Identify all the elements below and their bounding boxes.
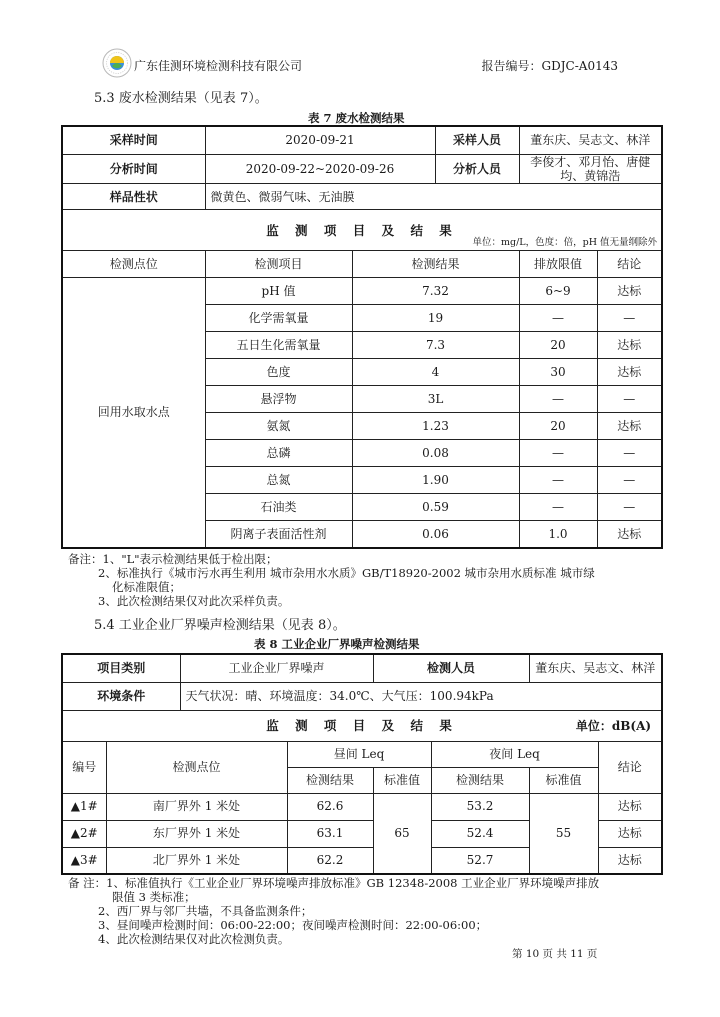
category-label: 项目类别 <box>62 654 180 682</box>
page-number: 第 10 页 共 11 页 <box>512 948 598 960</box>
conclusion-cell: — <box>597 467 662 494</box>
note-line: 备 注：1、标准值执行《工业企业厂界环境噪声排放标准》GB 12348-2008 工业企业厂界环境噪声排放 <box>68 876 600 890</box>
wastewater-table <box>61 125 663 549</box>
item-cell: 氨氮 <box>205 413 352 440</box>
item-cell: 化学需氧量 <box>205 305 352 332</box>
note-line: 3、此次检测结果仅对此次采样负责。 <box>98 594 290 608</box>
item-cell: pH 值 <box>205 278 352 305</box>
item-cell: 总氮 <box>205 467 352 494</box>
noise-unit: 单位：dB(A) <box>575 718 652 733</box>
note-line: 3、昼间噪声检测时间：06:00-22:00；夜间噪声检测时间：22:00-06:00； <box>98 918 488 932</box>
point-no: ▲3# <box>62 847 106 874</box>
analysis-time-value: 2020-09-22~2020-09-26 <box>205 154 435 184</box>
result-cell: 7.32 <box>352 278 519 305</box>
point-name: 南厂界外 1 米处 <box>106 793 287 820</box>
company-logo-icon <box>102 48 132 78</box>
sample-props-value: 微黄色、微弱气味、无油膜 <box>205 184 662 210</box>
col-item-header: 检测项目 <box>205 251 352 278</box>
point-name: 北厂界外 1 米处 <box>106 847 287 874</box>
limit-cell: 20 <box>519 332 597 359</box>
sampler-label: 采样人员 <box>435 126 519 154</box>
note-line: 限值 3 类标准； <box>112 890 196 904</box>
note-line: 4、此次检测结果仅对此次检测负责。 <box>98 932 290 946</box>
table8-caption: 表 8 工业企业厂界噪声检测结果 <box>254 637 420 651</box>
company-name: 广东佳测环境检测科技有限公司 <box>134 59 303 73</box>
env-label: 环境条件 <box>62 682 180 710</box>
limit-cell: — <box>519 467 597 494</box>
col-limit-header: 排放限值 <box>519 251 597 278</box>
noise-table <box>61 653 663 875</box>
sampling-point: 回用水取水点 <box>62 278 205 548</box>
night-result: 52.4 <box>431 820 529 847</box>
result-cell: 7.3 <box>352 332 519 359</box>
night-standard: 55 <box>529 793 598 874</box>
conclusion-cell: 达标 <box>597 413 662 440</box>
conclusion-cell: 达标 <box>597 359 662 386</box>
conclusion-cell: 达标 <box>597 332 662 359</box>
table-row <box>62 793 662 820</box>
col-night-result-header: 检测结果 <box>431 767 529 793</box>
col-point-header: 检测点位 <box>62 251 205 278</box>
note-line: 2、标准执行《城市污水再生利用 城市杂用水水质》GB/T18920-2002 城市杂用水质标准 城市绿 <box>98 566 595 580</box>
limit-cell: 1.0 <box>519 521 597 548</box>
unit-note: 单位：mg/L，色度：倍，pH 值无量纲除外 <box>472 236 658 248</box>
limit-cell: 20 <box>519 413 597 440</box>
col-conclusion-header: 结论 <box>597 251 662 278</box>
day-result: 63.1 <box>287 820 373 847</box>
section-title-wastewater: 5.3 废水检测结果（见表 7）。 <box>94 91 268 106</box>
noise-notes <box>68 876 668 946</box>
conclusion-cell: — <box>597 386 662 413</box>
result-cell: 1.90 <box>352 467 519 494</box>
note-line: 2、西厂界与邻厂共墙，不具备监测条件； <box>98 904 313 918</box>
day-result: 62.6 <box>287 793 373 820</box>
item-cell: 阴离子表面活性剂 <box>205 521 352 548</box>
col-day-result-header: 检测结果 <box>287 767 373 793</box>
col-conclusion-header: 结论 <box>598 741 662 793</box>
sample-time-label: 采样时间 <box>62 126 205 154</box>
result-cell: 0.06 <box>352 521 519 548</box>
item-cell: 悬浮物 <box>205 386 352 413</box>
report-number: 报告编号：GDJC-A0143 <box>481 59 618 73</box>
conclusion: 达标 <box>598 820 662 847</box>
day-standard: 65 <box>373 793 431 874</box>
result-cell: 4 <box>352 359 519 386</box>
point-no: ▲1# <box>62 793 106 820</box>
wastewater-notes <box>68 552 668 608</box>
noise-results-title-row <box>62 710 662 741</box>
limit-cell: — <box>519 440 597 467</box>
conclusion: 达标 <box>598 847 662 874</box>
limit-cell: 30 <box>519 359 597 386</box>
night-result: 53.2 <box>431 793 529 820</box>
inspector-value: 董东庆、吴志文、林洋 <box>529 654 662 682</box>
item-cell: 色度 <box>205 359 352 386</box>
table7-caption: 表 7 废水检测结果 <box>308 111 405 125</box>
conclusion-cell: 达标 <box>597 278 662 305</box>
analyst-value: 李俊才、邓月怡、唐健均、黄锦浩 <box>519 154 662 184</box>
env-value: 天气状况：晴、环境温度：34.0℃、大气压：100.94kPa <box>180 682 662 710</box>
conclusion: 达标 <box>598 793 662 820</box>
note-line: 备注：1、"L"表示检测结果低于检出限； <box>68 552 278 566</box>
limit-cell: — <box>519 305 597 332</box>
section-title-noise: 5.4 工业企业厂界噪声检测结果（见表 8）。 <box>94 618 346 633</box>
day-result: 62.2 <box>287 847 373 874</box>
analysis-time-label: 分析时间 <box>62 154 205 184</box>
note-line: 化标准限值； <box>112 580 181 594</box>
result-cell: 19 <box>352 305 519 332</box>
limit-cell: — <box>519 494 597 521</box>
point-name: 东厂界外 1 米处 <box>106 820 287 847</box>
col-day-header: 昼间 Leq <box>287 741 431 767</box>
col-night-standard-header: 标准值 <box>529 767 598 793</box>
conclusion-cell: — <box>597 305 662 332</box>
col-day-standard-header: 标准值 <box>373 767 431 793</box>
conclusion-cell: 达标 <box>597 521 662 548</box>
result-cell: 1.23 <box>352 413 519 440</box>
col-result-header: 检测结果 <box>352 251 519 278</box>
limit-cell: 6~9 <box>519 278 597 305</box>
noise-results-title: 监 测 项 目 及 结 果 <box>266 717 458 733</box>
col-no-header: 编号 <box>62 741 106 793</box>
analyst-label: 分析人员 <box>435 154 519 184</box>
results-title: 监 测 项 目 及 结 果 <box>266 222 458 238</box>
col-point-header: 检测点位 <box>106 741 287 793</box>
conclusion-cell: — <box>597 494 662 521</box>
item-cell: 石油类 <box>205 494 352 521</box>
category-value: 工业企业厂界噪声 <box>180 654 373 682</box>
point-no: ▲2# <box>62 820 106 847</box>
sample-props-label: 样品性状 <box>62 184 205 210</box>
inspector-label: 检测人员 <box>373 654 529 682</box>
col-night-header: 夜间 Leq <box>431 741 598 767</box>
sample-time-value: 2020-09-21 <box>205 126 435 154</box>
result-cell: 0.08 <box>352 440 519 467</box>
night-result: 52.7 <box>431 847 529 874</box>
report-header <box>98 46 638 82</box>
sampler-value: 董东庆、吴志文、林洋 <box>519 126 662 154</box>
item-cell: 总磷 <box>205 440 352 467</box>
item-cell: 五日生化需氧量 <box>205 332 352 359</box>
results-title-row <box>62 210 662 251</box>
limit-cell: — <box>519 386 597 413</box>
table-row <box>62 278 662 305</box>
result-cell: 0.59 <box>352 494 519 521</box>
conclusion-cell: — <box>597 440 662 467</box>
result-cell: 3L <box>352 386 519 413</box>
